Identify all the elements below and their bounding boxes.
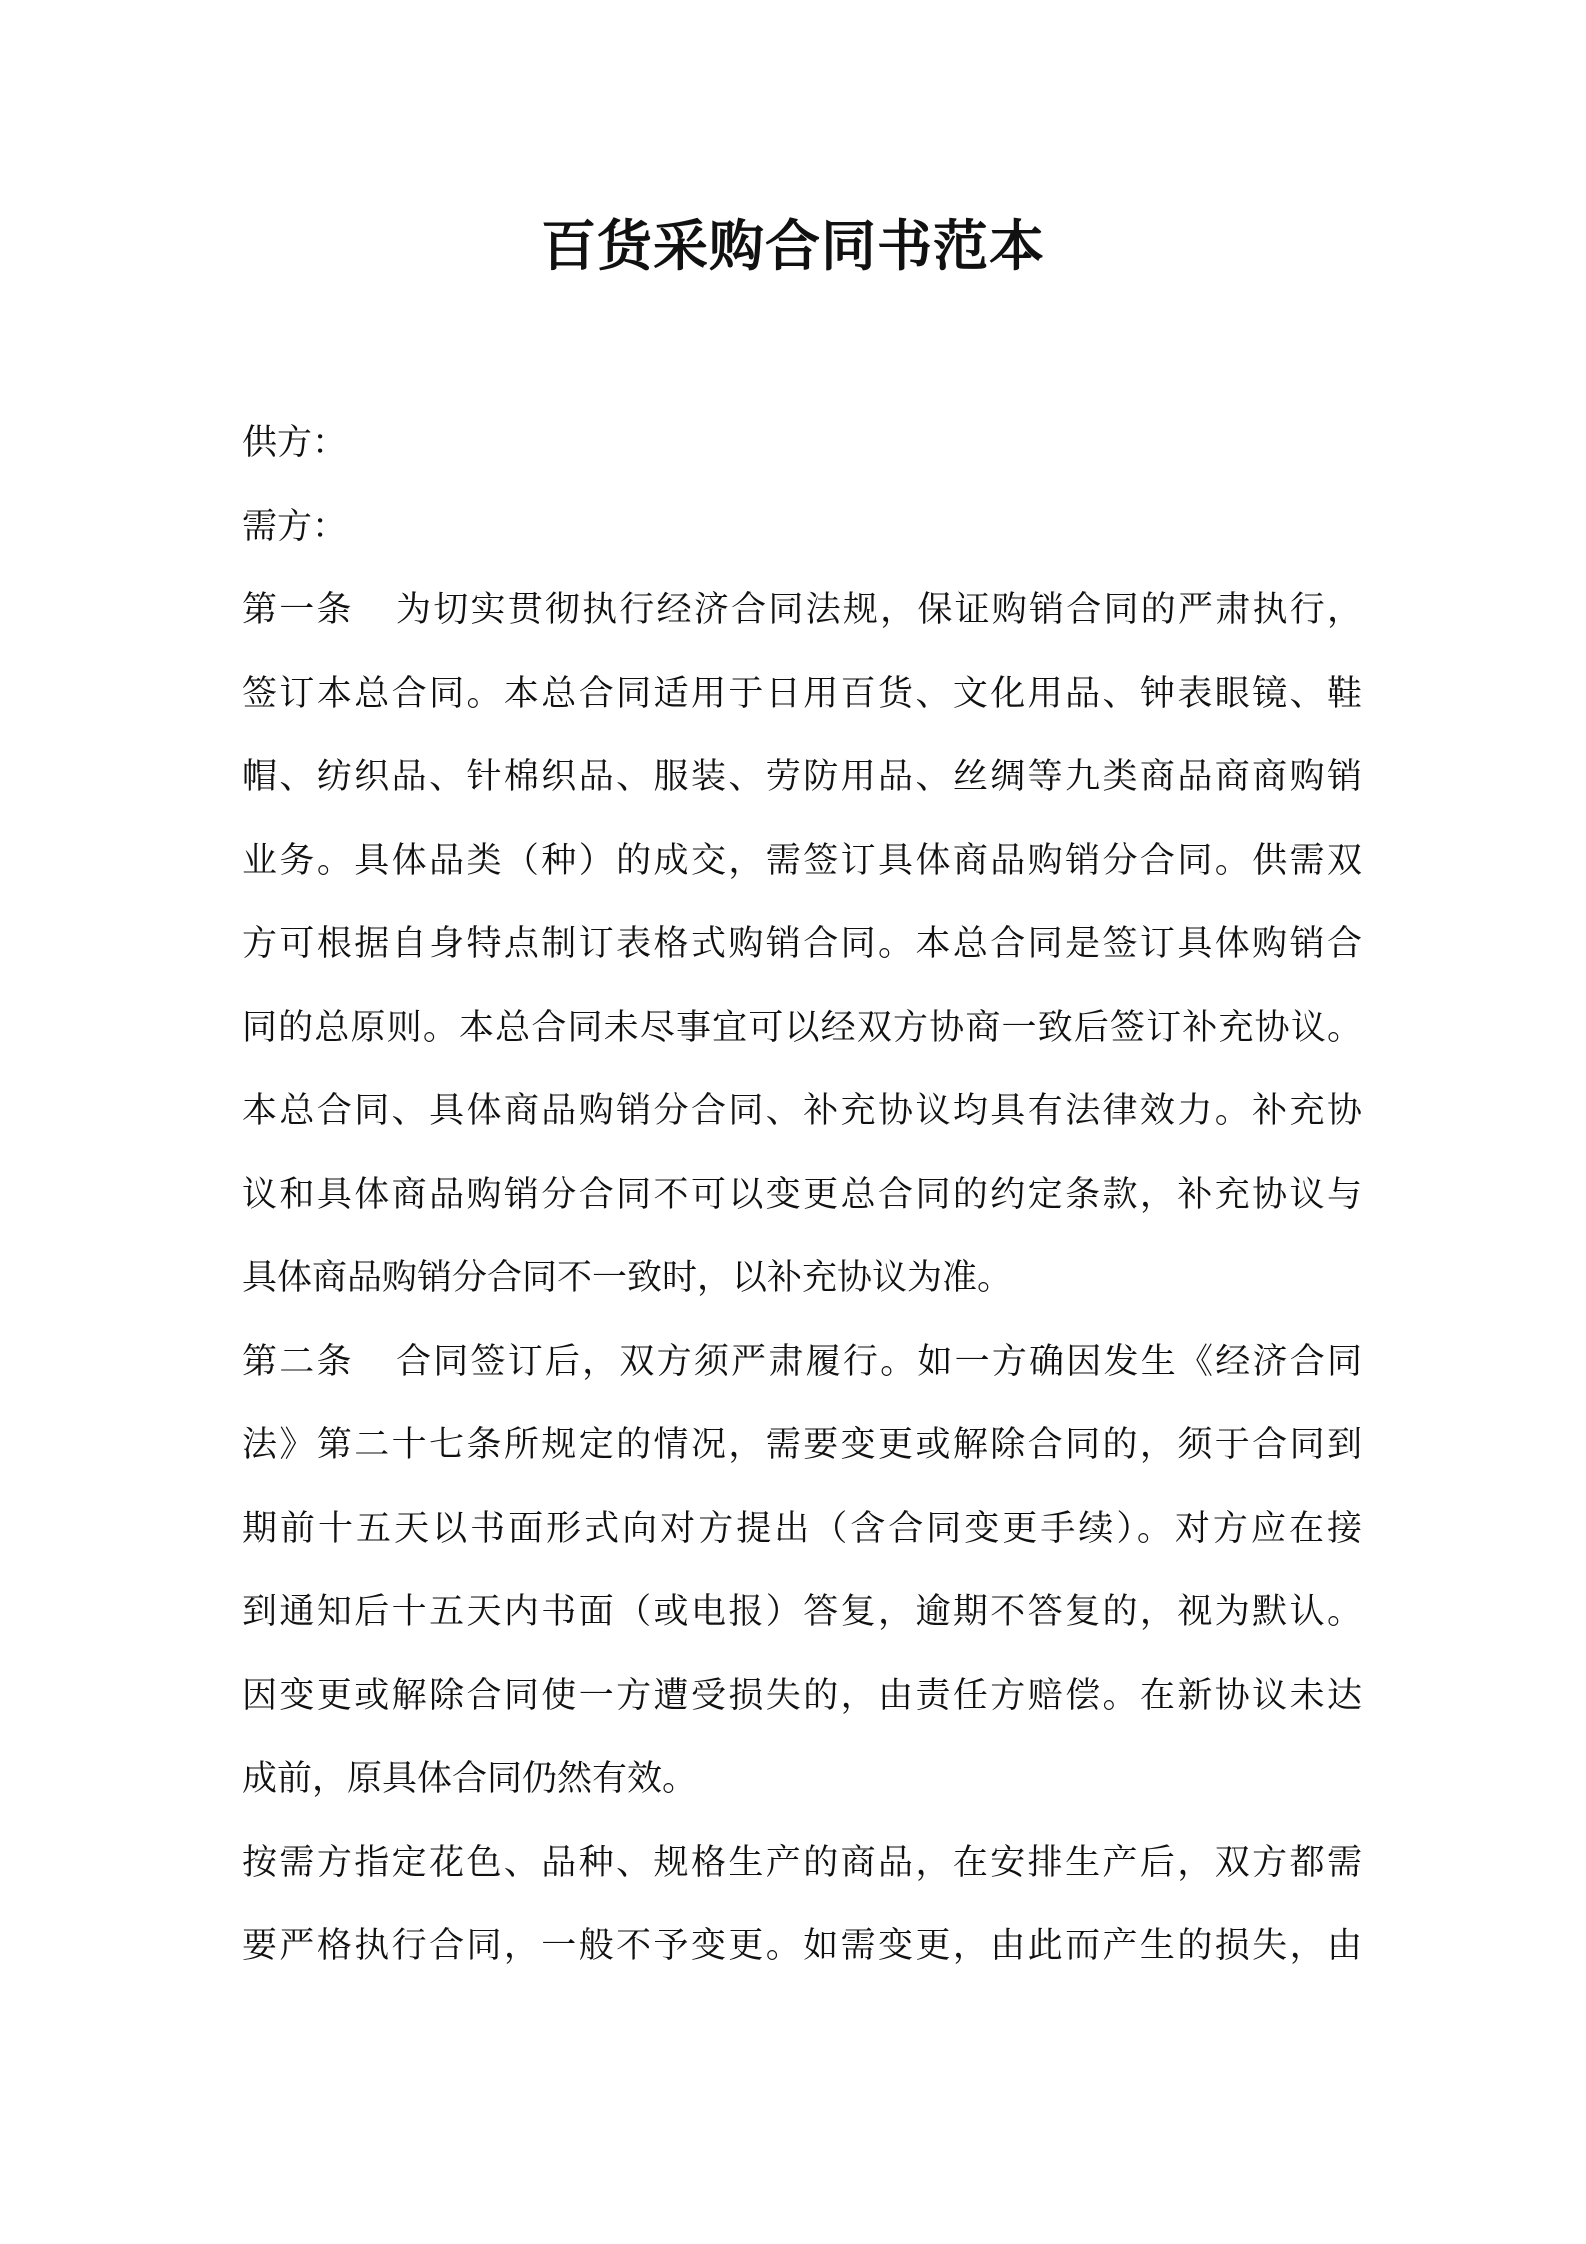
contract-line [242,820,1362,904]
line-text: 期前十五天以书面形式向对方提出（含合同变更手续）。对方应在接 [242,1508,1362,1549]
line-text: 帽、纺织品、针棉织品、服装、劳防用品、丝绸等九类商品商商购销 [242,757,1362,797]
contract-line [242,1571,1362,1655]
line-text: 同的总原则。本总合同未尽事宜可以经双方协商一致后签订补充协议。 [242,1007,1362,1048]
contract-line [242,987,1362,1071]
line-text: 签订本总合同。本总合同适用于日用百货、文化用品、钟表眼镜、鞋 [242,673,1362,714]
line-text: 法》第二十七条所规定的情况，需要变更或解除合同的，须于合同到 [242,1425,1362,1465]
contract-line [242,569,1362,653]
contract-line [242,1822,1362,1906]
contract-line [242,1488,1362,1572]
contract-line [242,1154,1362,1238]
line-text: 具体商品购销分合同不一致时，以补充协议为准。 [242,1258,1013,1298]
line-text: 成前，原具体合同仍然有效。 [242,1759,698,1799]
contract-line [242,653,1362,737]
line-text: 按需方指定花色、品种、规格生产的商品，在安排生产后，双方都需 [242,1842,1362,1883]
line-text: 方可根据自身特点制订表格式购销合同。本总合同是签订具体购销合 [242,924,1362,964]
buyer-label: 需方： [242,506,348,547]
contract-line [242,1655,1362,1739]
contract-line [242,1237,1362,1321]
line-text: 本总合同、具体商品购销分合同、补充协议均具有法律效力。补充协 [242,1091,1362,1131]
line-text: 合同签订后，双方须严肃履行。如一方确因发生《经济合同 [393,1341,1362,1382]
line-text: 业务。具体品类（种）的成交，需签订具体商品购销分合同。供需双 [242,840,1362,881]
document-body [242,402,1362,1989]
contract-line [242,903,1362,987]
contract-line [242,1905,1362,1989]
line-text: 因变更或解除合同使一方遭受损失的，由责任方赔偿。在新协议未达 [242,1675,1362,1716]
supplier-label: 供方： [242,423,348,463]
line-text: 为切实贯彻执行经济合同法规，保证购销合同的严肃执行， [393,590,1362,630]
contract-line [242,1321,1362,1405]
line-text: 到通知后十五天内书面（或电报）答复，逾期不答复的，视为默认。 [242,1592,1362,1632]
contract-line [242,736,1362,820]
contract-clauses [242,569,1362,1989]
line-text: 要严格执行合同，一般不予变更。如需变更，由此而产生的损失，由 [242,1926,1362,1966]
clause-number: 第二条 [242,1341,354,1382]
contract-line [242,1738,1362,1822]
clause-number: 第一条 [242,590,354,630]
line-text: 议和具体商品购销分合同不可以变更总合同的约定条款，补充协议与 [242,1174,1362,1215]
contract-line [242,1070,1362,1154]
contract-line [242,1404,1362,1488]
document-title: 百货采购合同书范本 [540,214,1045,278]
